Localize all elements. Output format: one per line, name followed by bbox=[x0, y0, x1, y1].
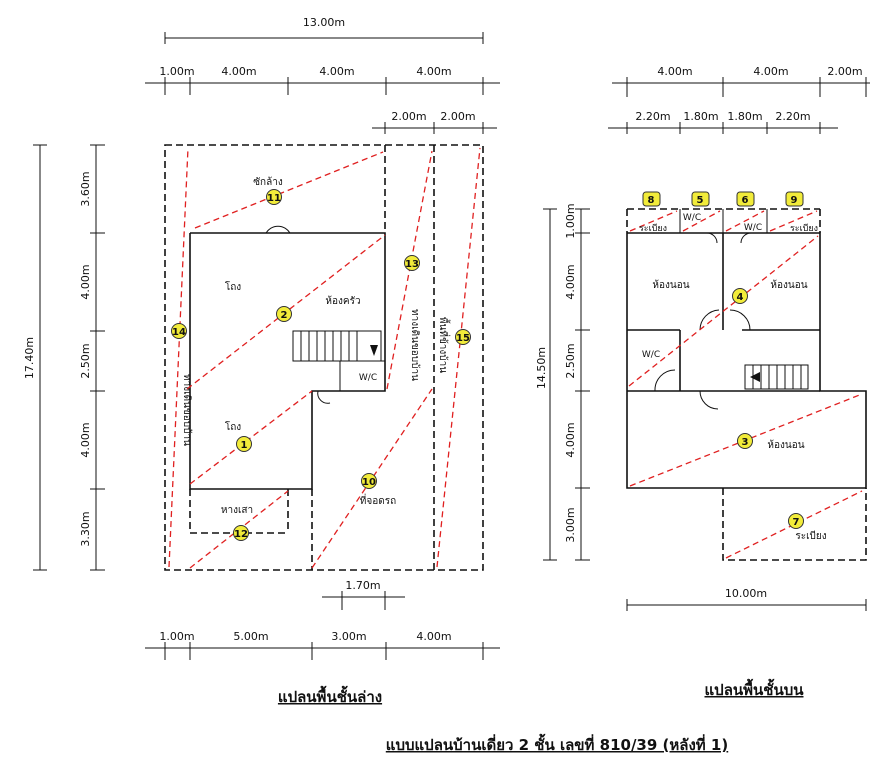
svg-text:15: 15 bbox=[456, 333, 470, 344]
ground-bottom-dim-3: 3.00m bbox=[331, 630, 367, 643]
ground-top-dim-1: 1.00m bbox=[159, 65, 195, 78]
ground-floor-dimensions bbox=[23, 16, 500, 660]
label-kitchen: ห้องครัว bbox=[325, 296, 361, 307]
marker-1 bbox=[237, 437, 252, 452]
label-wc-mid: W/C bbox=[641, 350, 661, 360]
marker-9 bbox=[786, 192, 803, 206]
upper-left-dim-1: 1.00m bbox=[564, 203, 577, 239]
upper-left-dim-2: 4.00m bbox=[564, 264, 577, 300]
ground-bottom-mid-dim: 1.70m bbox=[345, 579, 381, 592]
svg-text:6: 6 bbox=[741, 195, 749, 206]
svg-text:12: 12 bbox=[234, 529, 248, 540]
ground-top-dim-2: 4.00m bbox=[221, 65, 257, 78]
svg-text:5: 5 bbox=[696, 195, 704, 206]
svg-text:4: 4 bbox=[736, 292, 744, 303]
upper-top2-dim-4: 2.20m bbox=[775, 110, 811, 123]
ground-left-dim-3: 2.50m bbox=[79, 343, 92, 379]
ground-overall-width: 13.00m bbox=[302, 16, 346, 29]
label-balcony-left: ระเบียง bbox=[638, 224, 668, 234]
marker-4 bbox=[733, 289, 748, 304]
label-hall-top: โถง bbox=[224, 282, 242, 293]
marker-3 bbox=[738, 434, 753, 449]
ground-left-dim-2: 4.00m bbox=[79, 264, 92, 300]
ground-top-right-dim-2: 2.00m bbox=[440, 110, 476, 123]
label-balcony-right: ระเบียง bbox=[789, 224, 819, 234]
label-ground-wc: W/C bbox=[358, 373, 378, 383]
label-porch: หางเสา bbox=[220, 505, 254, 516]
svg-text:7: 7 bbox=[792, 517, 800, 528]
label-side-right: พื้นที่ข้างบ้าน bbox=[437, 316, 448, 374]
label-bed-left: ห้องนอน bbox=[652, 280, 690, 291]
upper-top2-dim-3: 1.80m bbox=[727, 110, 763, 123]
ground-top-dim-3: 4.00m bbox=[319, 65, 355, 78]
label-side-left: ทางเดินขอบบ้าน bbox=[181, 374, 192, 446]
label-side-mid: ทางเดินขอบบ้าน bbox=[409, 309, 420, 381]
upper-top2-dim-1: 2.20m bbox=[635, 110, 671, 123]
ground-floor-markers bbox=[172, 190, 471, 541]
ground-top-right-dim-1: 2.00m bbox=[391, 110, 427, 123]
svg-text:3: 3 bbox=[741, 437, 749, 448]
ground-floor-walls bbox=[165, 145, 483, 570]
label-balcony-bottom: ระเบียง bbox=[795, 531, 827, 542]
upper-left-dim-5: 3.00m bbox=[564, 507, 577, 543]
ground-bottom-dim-4: 4.00m bbox=[416, 630, 452, 643]
ground-stair bbox=[293, 331, 381, 361]
marker-15 bbox=[456, 330, 471, 345]
svg-text:14: 14 bbox=[172, 327, 186, 338]
ground-left-dim-4: 4.00m bbox=[79, 422, 92, 458]
marker-8 bbox=[643, 192, 660, 206]
svg-text:9: 9 bbox=[790, 195, 798, 206]
label-bed-main: ห้องนอน bbox=[767, 440, 805, 451]
marker-2 bbox=[277, 307, 292, 322]
upper-top2-dim-2: 1.80m bbox=[683, 110, 719, 123]
svg-text:13: 13 bbox=[405, 259, 419, 270]
svg-text:10: 10 bbox=[362, 477, 376, 488]
upper-left-total: 14.50m bbox=[535, 346, 548, 390]
upper-top-dim-3: 2.00m bbox=[827, 65, 863, 78]
svg-text:2: 2 bbox=[280, 310, 288, 321]
marker-12 bbox=[234, 526, 249, 541]
ground-bottom-dim-2: 5.00m bbox=[233, 630, 269, 643]
upper-bottom-dim: 10.00m bbox=[724, 587, 768, 600]
ground-left-dim-5: 3.30m bbox=[79, 511, 92, 547]
upper-left-dim-3: 2.50m bbox=[564, 343, 577, 379]
marker-13 bbox=[405, 256, 420, 271]
marker-6 bbox=[737, 192, 754, 206]
ground-left-dim-1: 3.60m bbox=[79, 171, 92, 207]
marker-10 bbox=[362, 474, 377, 489]
upper-floor-labels bbox=[639, 213, 827, 542]
ground-left-total: 17.40m bbox=[23, 336, 36, 380]
svg-text:11: 11 bbox=[267, 193, 281, 204]
marker-7 bbox=[789, 514, 804, 529]
marker-14 bbox=[172, 324, 187, 339]
label-wc-top-right: W/C bbox=[743, 223, 763, 233]
ground-top-dim-4: 4.00m bbox=[416, 65, 452, 78]
upper-floor-caption: แปลนพื้นชั้นบน bbox=[704, 681, 804, 699]
upper-top-dim-1: 4.00m bbox=[657, 65, 693, 78]
svg-text:8: 8 bbox=[647, 195, 655, 206]
label-laundry: ซักล้าง bbox=[253, 177, 283, 188]
plan-title: แบบแปลนบ้านเดี่ยว 2 ชั้น เลขที่ 810/39 (หลังที่ 1) bbox=[385, 736, 729, 754]
ground-floor-caption: แปลนพื้นชั้นล่าง bbox=[277, 688, 383, 706]
label-bed-right: ห้องนอน bbox=[770, 280, 808, 291]
upper-stair bbox=[745, 365, 808, 389]
label-parking: ที่จอดรถ bbox=[359, 496, 397, 507]
marker-5 bbox=[692, 192, 709, 206]
upper-left-dim-4: 4.00m bbox=[564, 422, 577, 458]
label-wc-top-left: W/C bbox=[682, 213, 702, 223]
upper-top-dim-2: 4.00m bbox=[753, 65, 789, 78]
ground-bottom-dim-1: 1.00m bbox=[159, 630, 195, 643]
marker-11 bbox=[267, 190, 282, 205]
label-hall-bottom: โถง bbox=[224, 422, 242, 433]
svg-text:1: 1 bbox=[240, 440, 248, 451]
ground-floor-labels bbox=[181, 176, 451, 516]
